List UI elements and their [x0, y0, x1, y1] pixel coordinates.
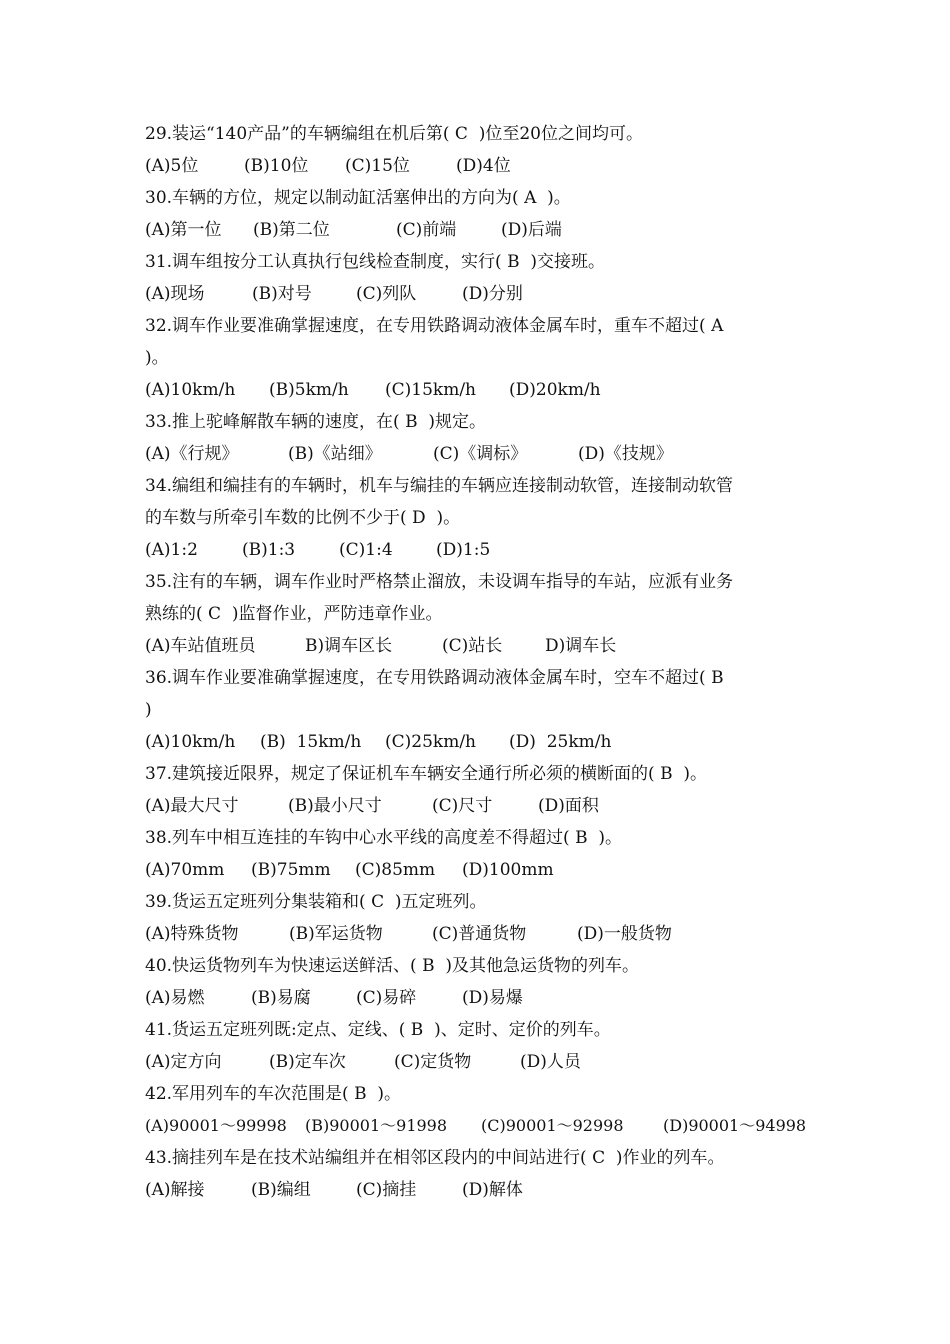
option-c: (C)90001～92998 [481, 1116, 624, 1135]
question-options [145, 982, 825, 1014]
option-b: (B)《站细》 [288, 444, 382, 464]
option-d: (D) 25km/h [509, 732, 612, 752]
option-c: (C)15位 [345, 156, 410, 176]
option-b: (B) 15km/h [260, 732, 362, 752]
question-options [145, 1110, 825, 1142]
option-c: (C)85mm [355, 860, 436, 880]
option-a: (A)《行规》 [145, 444, 239, 464]
option-a: (A)1:2 [145, 540, 198, 560]
option-d: (D)一般货物 [577, 924, 672, 944]
option-b: B)调车区长 [305, 636, 393, 656]
option-a: (A)解接 [145, 1180, 205, 1200]
option-b: (B)最小尺寸 [288, 796, 382, 816]
option-d: (D)20km/h [509, 380, 601, 400]
question-stem: 29.装运“140产品”的车辆编组在机后第( C )位至20位之间均可。 [145, 124, 643, 144]
question-options [145, 214, 825, 246]
question-stem-continued: )。 [145, 348, 169, 368]
question-stem: 35.注有的车辆，调车作业时严格禁止溜放，未设调车指导的车站，应派有业务 [145, 572, 734, 592]
option-a: (A)车站值班员 [145, 636, 256, 656]
option-d: (D)100mm [462, 860, 554, 880]
option-b: (B)75mm [251, 860, 331, 880]
question-stem: 33.推上驼峰解散车辆的速度，在( B )规定。 [145, 412, 487, 432]
option-a: (A)10km/h [145, 732, 236, 752]
question-list [145, 118, 825, 1206]
question-options [145, 918, 825, 950]
option-b: (B)对号 [252, 284, 312, 304]
option-c: (C)《调标》 [433, 444, 528, 464]
question-options [145, 150, 825, 182]
option-d: (D)易爆 [462, 988, 523, 1008]
question-options [145, 438, 825, 470]
option-a: (A)10km/h [145, 380, 236, 400]
option-d: (D)人员 [520, 1052, 581, 1072]
question-stem: 31.调车组按分工认真执行包线检查制度，实行( B )交接班。 [145, 252, 606, 272]
option-a: (A)70mm [145, 860, 225, 880]
question-stem-continued: ) [145, 700, 152, 720]
question-options [145, 1046, 825, 1078]
option-b: (B)第二位 [253, 220, 330, 240]
option-c: (C)定货物 [394, 1052, 472, 1072]
question-options [145, 278, 825, 310]
option-c: (C)普通货物 [432, 924, 527, 944]
question-stem-continued: 的车数与所牵引车数的比例不少于( D )。 [145, 508, 461, 528]
option-a: (A)定方向 [145, 1052, 222, 1072]
question-stem: 30.车辆的方位，规定以制动缸活塞伸出的方向为( A )。 [145, 188, 571, 208]
question-options [145, 1174, 825, 1206]
option-b: (B)90001～91998 [305, 1116, 448, 1135]
option-b: (B)1:3 [242, 540, 296, 560]
option-c: (C)易碎 [356, 988, 417, 1008]
option-a: (A)特殊货物 [145, 924, 239, 944]
option-a: (A)最大尺寸 [145, 796, 239, 816]
option-d: (D)4位 [456, 156, 511, 176]
option-c: (C)站长 [442, 636, 503, 656]
option-a: (A)90001～99998 [145, 1116, 287, 1135]
question-options [145, 726, 825, 758]
option-d: (D)解体 [462, 1180, 523, 1200]
option-d: D)调车长 [545, 636, 617, 656]
option-a: (A)第一位 [145, 220, 222, 240]
option-b: (B)易腐 [251, 988, 311, 1008]
option-c: (C)前端 [396, 220, 457, 240]
option-d: (D)1:5 [436, 540, 491, 560]
option-c: (C)列队 [356, 284, 417, 304]
question-options [145, 534, 825, 566]
option-b: (B)定车次 [269, 1052, 346, 1072]
option-d: (D)分别 [462, 284, 523, 304]
option-b: (B)编组 [251, 1180, 311, 1200]
question-options [145, 630, 825, 662]
question-stem-continued: 熟练的( C )监督作业，严防违章作业。 [145, 604, 443, 624]
option-c: (C)摘挂 [356, 1180, 417, 1200]
option-c: (C)尺寸 [432, 796, 493, 816]
question-stem: 40.快运货物列车为快速运送鲜活、( B )及其他急运货物的列车。 [145, 956, 640, 976]
option-c: (C)25km/h [385, 732, 477, 752]
option-d: (D)后端 [501, 220, 562, 240]
question-stem: 37.建筑接近限界，规定了保证机车车辆安全通行所必须的横断面的( B )。 [145, 764, 708, 784]
option-d: (D)90001～94998 [663, 1116, 807, 1135]
question-options [145, 374, 825, 406]
option-a: (A)5位 [145, 156, 199, 176]
option-b: (B)军运货物 [289, 924, 383, 944]
option-d: (D)面积 [538, 796, 599, 816]
question-stem: 34.编组和编挂有的车辆时，机车与编挂的车辆应连接制动软管，连接制动软管 [145, 476, 734, 496]
option-a: (A)易燃 [145, 988, 205, 1008]
question-stem: 36.调车作业要准确掌握速度，在专用铁路调动液体金属车时，空车不超过( B [145, 668, 724, 688]
question-options [145, 854, 825, 886]
option-c: (C)15km/h [385, 380, 477, 400]
question-stem: 38.列车中相互连挂的车钩中心水平线的高度差不得超过( B )。 [145, 828, 623, 848]
question-stem: 42.军用列车的车次范围是( B )。 [145, 1084, 402, 1104]
option-b: (B)5km/h [269, 380, 349, 400]
question-options [145, 790, 825, 822]
option-d: (D)《技规》 [578, 444, 673, 464]
option-c: (C)1:4 [339, 540, 393, 560]
option-b: (B)10位 [244, 156, 309, 176]
question-stem: 32.调车作业要准确掌握速度，在专用铁路调动液体金属车时，重车不超过( A [145, 316, 724, 336]
question-stem: 41.货运五定班列既:定点、定线、( B )、定时、定价的列车。 [145, 1020, 611, 1040]
question-stem: 43.摘挂列车是在技术站编组并在相邻区段内的中间站进行( C )作业的列车。 [145, 1148, 725, 1168]
question-stem: 39.货运五定班列分集装箱和( C )五定班列。 [145, 892, 487, 912]
option-a: (A)现场 [145, 284, 205, 304]
